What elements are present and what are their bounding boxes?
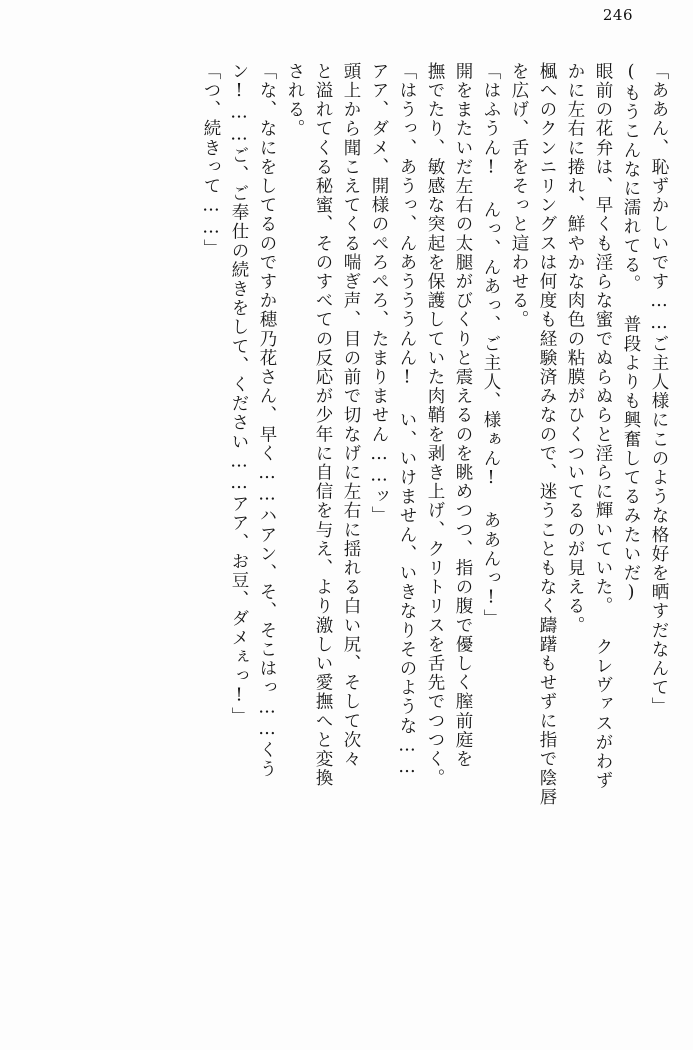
text-line: (もうこんなに濡れてる。 普段よりも興奮してるみたいだ) (621, 62, 641, 605)
text-line: 眼前の花弁は、早くも淫らな蜜でぬらぬらと淫らに輝いていた。 クレヴァスがわず (593, 62, 613, 791)
page-number: 246 (602, 6, 633, 24)
text-line: 「な、なにをしてるのですか穂乃花さん、早く……ハアン、そ、そこはっ……くう (257, 62, 277, 779)
text-line: ン!……ご、ご奉仕の続きをして、ください……アア、お豆、ダメぇっ!」 (229, 62, 249, 727)
vertical-text-body (34, 62, 667, 992)
text-line: 「つ、続きって……」 (201, 62, 221, 258)
text-line: 頭上から聞こえてくる喘ぎ声、目の前で切なげに左右に揺れる白い尻、そして次々 (341, 62, 361, 769)
text-line: と溢れてくる秘蜜、そのすべての反応が少年に自信を与え、より激しい愛撫へと変換 (313, 62, 333, 788)
text-line: アア、ダメ、開様のぺろぺろ、たまりません……ッ」 (369, 62, 389, 526)
text-line: 楓へのクンニリングスは何度も経験済みなので、迷うこともなく躊躇もせずに指で陰唇 (537, 62, 557, 807)
text-line: 開をまたいだ左右の太腿がびくりと震えるのを眺めつつ、指の腹で優しく膣前庭を (453, 62, 473, 769)
text-line: かに左右に捲れ、鮮やかな肉色の粘膜がひくついてるのが見える。 (565, 62, 585, 635)
text-line: を広げ、舌をそっと這わせる。 (509, 62, 529, 330)
text-line: される。 (285, 62, 305, 139)
text-line: 「はふうん! んっ、んあっ、ご主人、様ぁん! ああんっ!」 (481, 62, 501, 629)
text-line: 「ああん、恥ずかしいです……ご主人様にこのような格好を晒すだなんて」 (649, 62, 669, 717)
text-line: 撫でたり、敏感な突起を保護していた肉鞘を剥き上げ、クリトリスを舌先でつつく。 (425, 62, 445, 788)
text-line: 「はうっ、あうっ、んあうううんん! い、いけません、いきなりそのような…… (397, 62, 417, 779)
